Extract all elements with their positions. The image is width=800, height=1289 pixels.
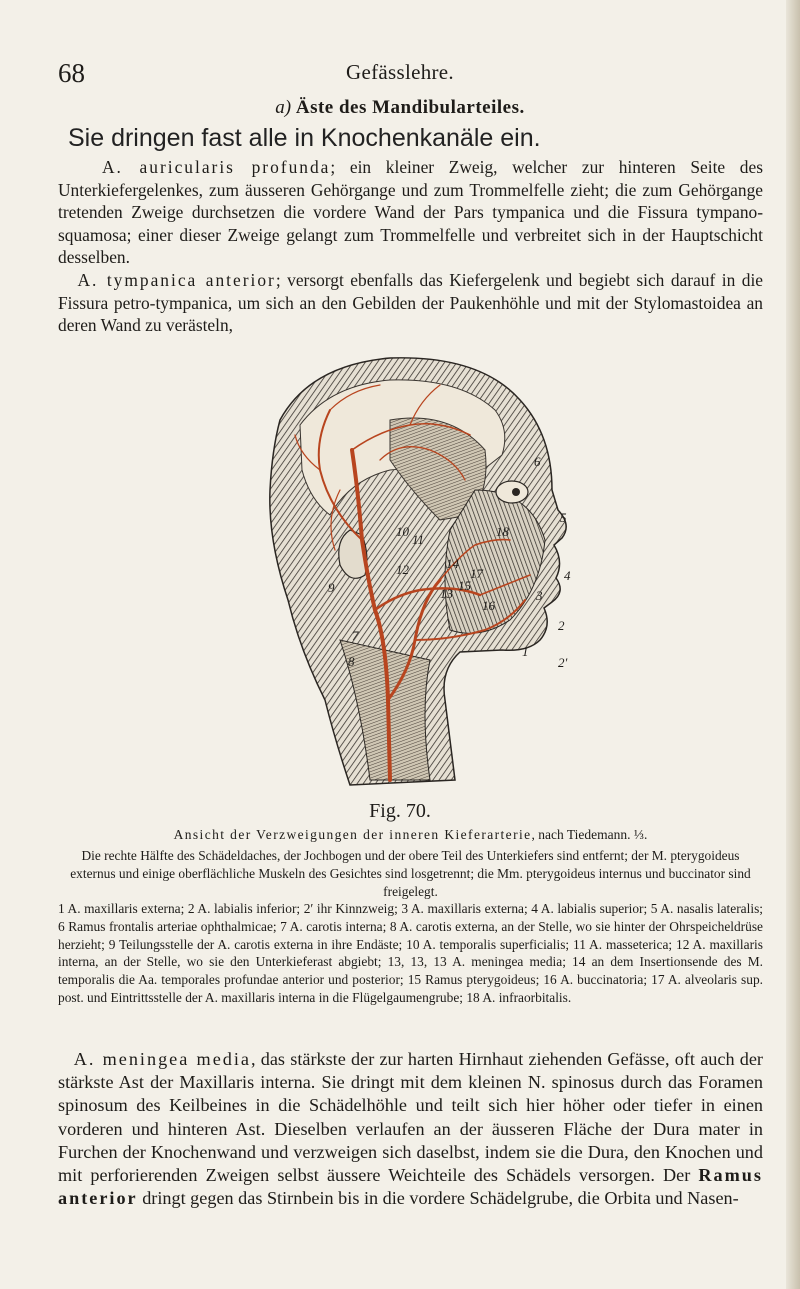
figure-description: Die rechte Hälfte des Schädeldaches, der Jochbogen und der obere Teil des Unterkiefers sind entfernt; der M. pterygoideus externus und einige oberflächliche Muskeln des Gesichtes sind losgetrennt; die Mm. pterygoideus internus und buccinator sind freigelegt.: [70, 848, 751, 899]
body-text-top: [58, 156, 763, 337]
figure-title: [58, 827, 763, 843]
figure-title-tail: , nach Tiedemann. ⅓.: [531, 827, 648, 842]
fig-label-16: 16: [482, 598, 495, 613]
section-label: Äste des Mandibularteiles.: [295, 97, 525, 118]
paragraph-auricularis: [58, 156, 763, 269]
paragraph-meningea: [58, 1048, 763, 1210]
page-number: 68: [58, 58, 85, 88]
text-meningea-2: dringt gegen das Stirnbein bis in die vordere Schädelgrube, die Orbita und Nasen-: [137, 1188, 739, 1209]
fig-label-9: 9: [328, 580, 335, 595]
fig-label-6: 6: [534, 454, 541, 469]
fig-label-13: 13: [440, 586, 453, 601]
fig-label-2: 2: [558, 618, 565, 633]
fig-label-15: 15: [458, 578, 471, 593]
term-tympanica: A. tympanica anterior: [77, 269, 276, 290]
text-tympanica: ; versorgt ebenfalls das Kiefergelenk und begiebt sich darauf in die Fissura petro-tympanica, um sich an den Gebilden der Paukenhöhle und mit der Stylomastoidea an deren Wand zu verästeln,: [58, 269, 764, 336]
fig-label-14: 14: [446, 556, 459, 571]
fig-label-5: 5: [560, 510, 567, 525]
fig-label-1: 1: [522, 644, 529, 659]
text-meningea-1: , das stärkste der zur harten Hirnhaut ziehenden Gefässe, oft auch der stärkste Ast der Maxillaris interna. Sie dringt mit dem kleinen N. spinosus durch das Foramen spinosum des Keilbeines in die Schädelhöhle und teilt sich hier höher oder tiefer in einen vorderen und hinteren Ast. Dieselben verlaufen an der äusseren Fläche der Dura mater in Furchen der Knochenwand und verzweigen sich daselbst, indem sie die Dura, den Knochen und mit perforierenden Zweigen selbst äussere Weichteile des Schädels versorgen. Der: [58, 1049, 763, 1186]
fig-label-3: 3: [536, 588, 543, 603]
fig-label-8: 8: [348, 654, 355, 669]
section-heading: [0, 97, 800, 119]
figure-caption: Fig. 70.: [369, 800, 431, 822]
figure-legend: 1 A. maxillaris externa; 2 A. labialis inferior; 2′ ihr Kinnzweig; 3 A. maxillaris externa; 4 A. labialis superior; 5 A. nasalis lateralis; 6 Ramus frontalis arteriae ophthalmicae; 7 A. carotis interna; 8 A. carotis externa, an der Stelle, wo sie hinter der Ohrspeicheldrüse herzieht; 9 Teilungsstelle der A. carotis externa in ihre Endäste; 10 A. temporalis superficialis; 11 A. masseterica; 12 A. maxillaris interna, an der Stelle, wo sie den Unterkieferast abgiebt; 13, 13, 13 A. meningea media; 14 an dem Insertionsende des M. temporalis die Aa. temporales profundae anterior und posterior; 15 Ramus pterygoideus; 16 A. buccinatoria; 17 A. alveolaris sup. post. und Eintrittsstelle der A. maxillaris interna in die Flügelgaumengrube; 18 A. infraorbitalis.: [58, 901, 763, 1005]
figure-title-lead: Ansicht der Verzweigungen der inneren Kieferarterie: [173, 827, 532, 842]
term-auricularis: A. auricularis profunda: [101, 157, 331, 177]
section-letter: a): [275, 97, 292, 118]
lead-sentence: Sie dringen fast alle in Knochenkanäle ein.: [68, 124, 541, 152]
fig-label-2-prime: 2′: [558, 655, 568, 670]
fig-label-4: 4: [564, 568, 571, 583]
head-arteries-drawing: [240, 340, 580, 795]
page-edge: [786, 0, 800, 1289]
fig-label-10: 10: [396, 524, 409, 539]
fig-label-12: 12: [396, 562, 409, 577]
fig-label-17: 17: [470, 566, 483, 581]
fig-label-7: 7: [352, 628, 359, 643]
term-meningea: A. meningea media: [73, 1049, 251, 1069]
fig-label-18: 18: [496, 524, 509, 539]
paragraph-tympanica: [58, 269, 763, 337]
text-auricularis: ; ein kleiner Zweig, welcher zur hinteren Seite des Unterkiefergelenkes, zum äusseren Gehörgange und zum Trommelfelle zieht; die zum Gehörgange tretenden Zweige durchsetzen die vordere Wand der Pars tympanica und die Fissura tympano-squamosa; einer dieser Zweige gelangt zum Trommelfelle und verbreitet sich in der Hauptschicht desselben.: [58, 157, 763, 268]
running-head: Gefässlehre.: [346, 60, 454, 84]
body-text-bottom: [58, 1048, 763, 1210]
term-ramus-anterior: Ramus anterior: [58, 1165, 763, 1209]
anatomical-illustration: [240, 340, 580, 795]
fig-label-11: 11: [412, 532, 425, 547]
